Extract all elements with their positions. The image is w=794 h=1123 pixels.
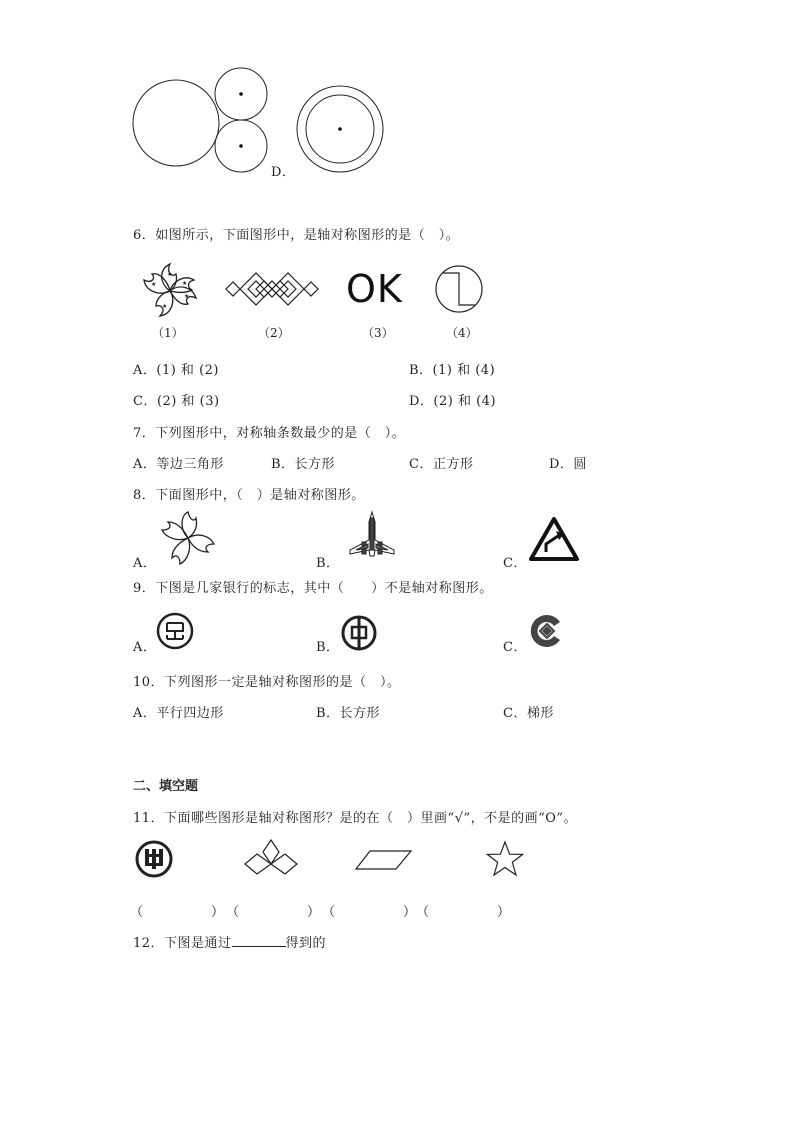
q5-option-d-concentric-circles-figure	[296, 86, 386, 176]
q6-option-d[interactable]: D．(2) 和 (4)	[409, 394, 497, 409]
q6-figure-3-ok-letters: OK	[346, 267, 403, 311]
q9-option-c[interactable]: C．	[503, 640, 527, 655]
q9-option-b[interactable]: B．	[316, 640, 340, 655]
q6-figure-label-2: （2）	[258, 326, 290, 340]
svg-text:★: ★	[184, 293, 190, 300]
q6-option-b[interactable]: B．(1) 和 (4)	[409, 363, 496, 378]
q11-answer-blank-1[interactable]: （ ）	[130, 905, 225, 920]
svg-text:★: ★	[167, 271, 173, 278]
q11-question-text: 11．下面哪些图形是轴对称图形？是的在（ ）里画“√”，不是的画“O”。	[133, 811, 578, 826]
q9-option-b-bank-logo-icon	[340, 614, 378, 652]
q9-question-text: 9．下图是几家银行的标志，其中（ ）不是轴对称图形。	[133, 581, 493, 596]
q6-option-c[interactable]: C．(2) 和 (3)	[133, 394, 220, 409]
q11-answer-blank-2[interactable]: （ ）	[226, 905, 321, 920]
q10-option-c[interactable]: C．梯形	[503, 706, 554, 721]
q11-answer-blank-4[interactable]: （ ）	[416, 905, 511, 920]
section-title-fill-in: 二、填空题	[133, 779, 199, 794]
q11-figure-4-star-icon	[485, 840, 525, 878]
q6-figure-label-4: （4）	[446, 326, 478, 340]
svg-text:★: ★	[162, 303, 168, 310]
q8-option-b[interactable]: B．	[316, 556, 340, 571]
q5-option-d-label: D．	[271, 165, 296, 180]
q6-option-a[interactable]: A．(1) 和 (2)	[133, 363, 219, 378]
q6-question-text: 6．如图所示，下面图形中，是轴对称图形的是（ ）。	[133, 228, 460, 243]
q7-option-d[interactable]: D．圆	[549, 457, 587, 472]
q10-option-a[interactable]: A．平行四边形	[133, 706, 224, 721]
q9-option-a-bank-logo-icon	[156, 612, 194, 650]
q8-option-c[interactable]: C．	[503, 556, 527, 571]
q9-option-c-bank-logo-icon	[528, 612, 566, 650]
q6-figure-2-chinese-knot	[224, 270, 320, 308]
svg-text:★: ★	[182, 280, 188, 287]
q8-option-c-warning-sign-icon	[528, 516, 580, 562]
q6-figure-label-3: （3）	[362, 326, 394, 340]
q12-text-after: 得到的	[285, 936, 327, 951]
q11-answer-blank-3[interactable]: （ ）	[322, 905, 417, 920]
q12-text-before: 12．下图是通过	[133, 936, 232, 951]
svg-text:★: ★	[151, 281, 157, 288]
q10-question-text: 10．下列图形一定是轴对称图形的是（ ）。	[133, 675, 401, 690]
q8-option-b-fighter-jet-icon	[344, 510, 400, 560]
q11-figure-1-bank-logo-icon	[134, 840, 174, 878]
q8-option-a-flower-icon	[160, 510, 216, 566]
q12-answer-blank[interactable]	[232, 934, 286, 947]
q8-option-a[interactable]: A．	[133, 556, 157, 571]
q8-question-text: 8．下面图形中，（ ）是轴对称图形。	[133, 488, 365, 503]
q11-figure-3-parallelogram-icon	[354, 848, 414, 872]
q9-option-a[interactable]: A．	[133, 640, 157, 655]
q6-figure-4-circle-with-step	[434, 264, 484, 314]
q7-option-a[interactable]: A．等边三角形	[133, 457, 224, 472]
q12-question-line	[133, 932, 326, 951]
q5-option-c-circles-figure	[130, 62, 270, 174]
q7-option-c[interactable]: C．正方形	[409, 457, 474, 472]
q10-option-b[interactable]: B．长方形	[316, 706, 381, 721]
q6-figure-label-1: （1）	[152, 326, 184, 340]
q7-option-b[interactable]: B．长方形	[271, 457, 336, 472]
q6-figure-1-bauhinia-flower	[138, 262, 202, 320]
q11-figure-2-three-rhombus-icon	[241, 838, 301, 878]
q7-question-text: 7．下列图形中，对称轴条数最少的是（ ）。	[133, 426, 406, 441]
